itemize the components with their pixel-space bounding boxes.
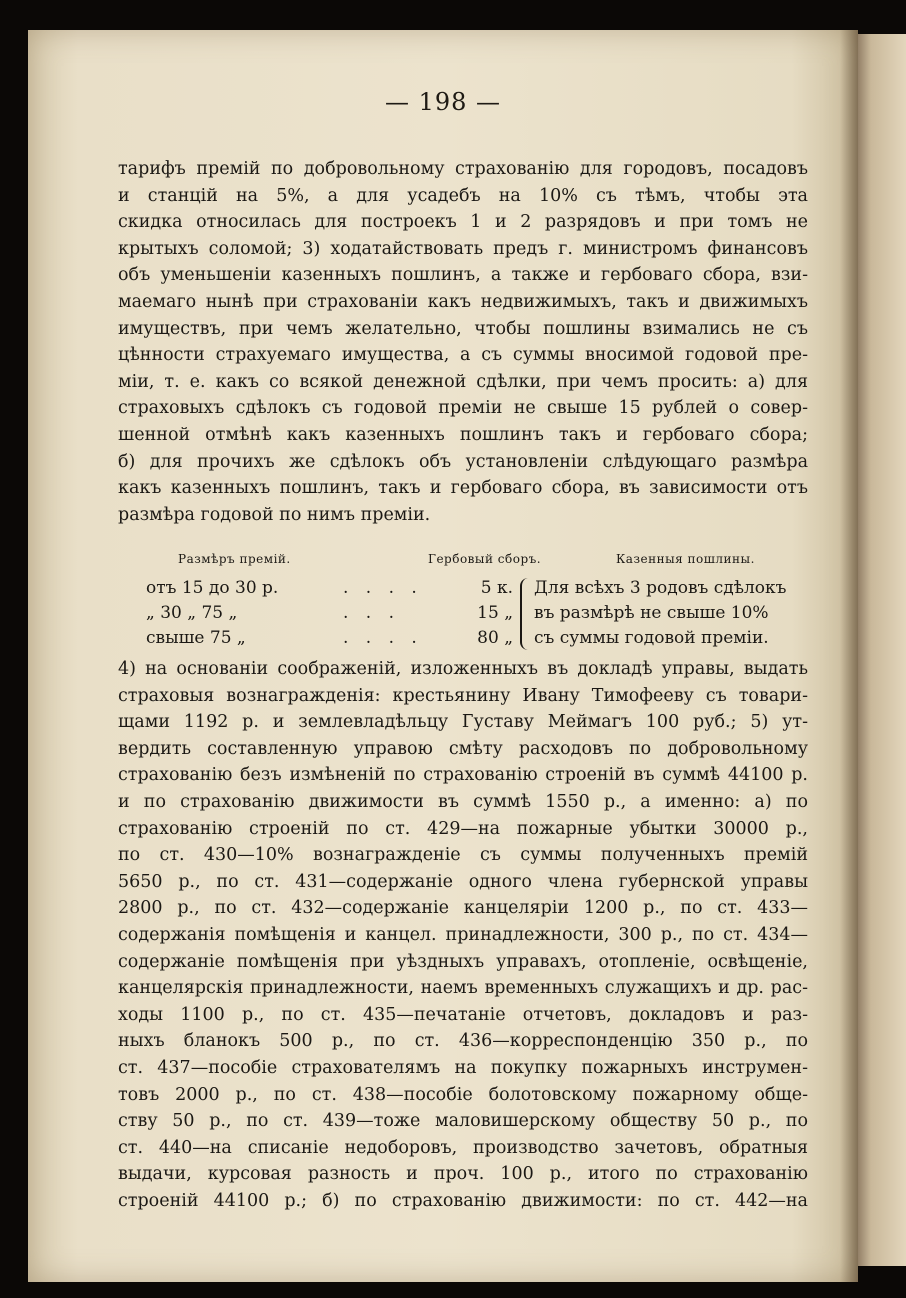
premium-range: „ 30 „ 75 „ bbox=[146, 603, 238, 623]
stamp-duty-value: 5 к. bbox=[480, 578, 513, 598]
text-line: размѣра годовой по нимъ преміи. bbox=[118, 504, 431, 525]
book-page bbox=[28, 30, 858, 1282]
text-line: тарифъ премій по добровольному страхованію для городовъ, посадовъ bbox=[118, 159, 808, 179]
header-state-duties: Казенныя пошлины. bbox=[616, 552, 755, 566]
state-duty-note: съ суммы годовой преміи. bbox=[534, 628, 769, 648]
paragraph-estimate bbox=[118, 656, 808, 1214]
text-line: по ст. 430—10% вознагражденіе съ суммы полученныхъ премій bbox=[118, 845, 808, 866]
text-line: крытыхъ соломой; 3) ходатайствовать предъ г. министромъ финансовъ bbox=[118, 238, 808, 259]
text-line: какъ казенныхъ пошлинъ, такъ и гербоваго сбора, въ зависимости отъ bbox=[118, 478, 808, 499]
text-line: ст. 437—пособіе страхователямъ на покупку пожарныхъ инструмен- bbox=[118, 1057, 808, 1078]
text-line: скидка относилась для построекъ 1 и 2 разрядовъ и при томъ не bbox=[118, 212, 808, 233]
page-fold-shadow bbox=[840, 30, 858, 1282]
fee-table bbox=[138, 548, 818, 653]
text-line: міи, т. е. какъ со всякой денежной сдѣлки, при чемъ просить: а) для bbox=[118, 371, 808, 392]
text-line: б) для прочихъ же сдѣлокъ объ установленіи слѣдующаго размѣра bbox=[118, 451, 808, 472]
leader-dots: . . . . bbox=[343, 578, 423, 598]
state-duty-note: въ размѣрѣ не свыше 10% bbox=[534, 603, 769, 623]
text-line: канцелярскія принадлежности, наемъ временныхъ служащихъ и др. рас- bbox=[118, 978, 808, 999]
state-duty-note: Для всѣхъ 3 родовъ сдѣлокъ bbox=[534, 578, 787, 598]
text-line: 4) на основаніи соображеній, изложенныхъ въ докладѣ управы, выдать bbox=[118, 659, 808, 679]
text-line: ст. 440—на списаніе недоборовъ, производство зачетовъ, обратныя bbox=[118, 1137, 808, 1158]
table-row bbox=[138, 603, 818, 628]
text-line: содержаніе помѣщенія при уѣздныхъ управахъ, отопленіе, освѣщеніе, bbox=[118, 951, 808, 972]
premium-range: отъ 15 до 30 р. bbox=[146, 578, 279, 598]
header-premium-size: Размѣръ премій. bbox=[178, 552, 291, 566]
text-line: щами 1192 р. и землевладѣльцу Густаву Меймагъ 100 руб.; 5) ут- bbox=[118, 712, 808, 733]
text-line: выдачи, курсовая разность и проч. 100 р., итого по страхованію bbox=[118, 1164, 808, 1185]
text-line: имуществъ, при чемъ желательно, чтобы пошлины взимались не съ bbox=[118, 318, 808, 339]
page-number: — 198 — bbox=[384, 88, 502, 116]
paragraph-tariff bbox=[118, 156, 808, 528]
premium-range: свыше 75 „ bbox=[146, 628, 246, 648]
text-line: строеній 44100 р.; б) по страхованію движимости: по ст. 442—на bbox=[118, 1190, 808, 1211]
table-row bbox=[138, 628, 818, 653]
text-line: ству 50 р., по ст. 439—тоже маловишерскому обществу 50 р., по bbox=[118, 1111, 808, 1132]
adjacent-page-edge bbox=[852, 34, 906, 1266]
text-line: 5650 р., по ст. 431—содержаніе одного члена губернской управы bbox=[118, 871, 808, 892]
text-line: страхованію строеній по ст. 429—на пожарные убытки 30000 р., bbox=[118, 818, 808, 839]
leader-dots: . . . . bbox=[343, 628, 423, 648]
text-line: страховыхъ сдѣлокъ съ годовой преміи не свыше 15 рублей о совер- bbox=[118, 398, 808, 419]
text-line: и по страхованію движимости въ суммѣ 1550 р., а именно: а) по bbox=[118, 791, 808, 812]
text-line: 2800 р., по ст. 432—содержаніе канцеляріи 1200 р., по ст. 433— bbox=[118, 898, 808, 919]
text-line: шенной отмѣнѣ какъ казенныхъ пошлинъ такъ и гербоваго сбора; bbox=[118, 424, 808, 445]
table-row bbox=[138, 578, 818, 603]
text-line: содержанія помѣщенія и канцел. принадлежности, 300 р., по ст. 434— bbox=[118, 924, 808, 945]
text-line: ныхъ бланокъ 500 р., по ст. 436—корреспонденцію 350 р., по bbox=[118, 1031, 808, 1052]
stamp-duty-value: 80 „ bbox=[477, 628, 513, 648]
text-line: страхованію безъ измѣненій по страхованію строеній въ суммѣ 44100 р. bbox=[118, 765, 808, 786]
stamp-duty-value: 15 „ bbox=[477, 603, 513, 623]
text-line: ходы 1100 р., по ст. 435—печатаніе отчетовъ, докладовъ и раз- bbox=[118, 1004, 808, 1025]
text-line: объ уменьшеніи казенныхъ пошлинъ, а также и гербоваго сбора, взи- bbox=[118, 265, 808, 286]
text-line: вердить составленную управою смѣту расходовъ по добровольному bbox=[118, 738, 808, 759]
text-line: цѣнности страхуемаго имущества, а съ суммы вносимой годовой пре- bbox=[118, 345, 808, 366]
text-line: маемаго нынѣ при страхованіи какъ недвижимыхъ, такъ и движимыхъ bbox=[118, 291, 808, 312]
leader-dots: . . . bbox=[343, 603, 401, 623]
text-line: и станцій на 5%, а для усадебъ на 10% съ тѣмъ, чтобы эта bbox=[118, 185, 808, 206]
text-line: товъ 2000 р., по ст. 438—пособіе болотовскому пожарному обще- bbox=[118, 1084, 808, 1105]
header-stamp-duty: Гербовый сборъ. bbox=[428, 552, 542, 566]
text-line: страховыя вознагражденія: крестьянину Ивану Тимофееву съ товари- bbox=[118, 685, 808, 706]
fee-table-header bbox=[138, 548, 818, 578]
